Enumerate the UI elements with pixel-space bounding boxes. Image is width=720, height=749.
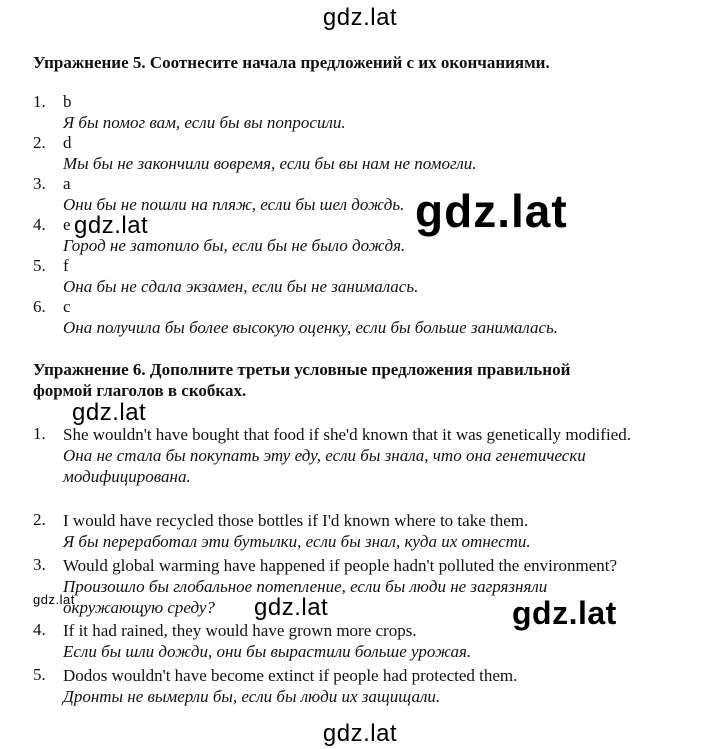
watermark-top: gdz.lat	[322, 4, 398, 31]
item-answer: c	[63, 297, 71, 316]
item-number: 4.	[33, 620, 46, 639]
item-number: 3.	[33, 174, 46, 193]
item-number: 2.	[33, 133, 46, 152]
list-item	[33, 424, 683, 510]
item-answer: f	[63, 256, 69, 275]
item-number: 6.	[33, 297, 46, 316]
item-number: 5.	[33, 665, 46, 684]
item-answer: e	[63, 215, 71, 234]
item-translation: Я бы переработал эти бутылки, если бы знал, куда их отнести.	[63, 532, 531, 551]
item-english: If it had rained, they would have grown more crops.	[63, 621, 417, 640]
item-translation: Дронты не вымерли бы, если бы люди их защищали.	[63, 687, 441, 706]
item-answer: a	[63, 174, 71, 193]
list-item	[33, 510, 683, 555]
watermark-mid-2: gdz.lat	[72, 399, 147, 426]
exercise6-list	[33, 424, 683, 707]
item-translation: Они бы не пошли на пляж, если бы шел дождь.	[63, 195, 405, 214]
item-number: 1.	[33, 92, 46, 111]
list-item	[33, 665, 683, 707]
item-translation: Она получила бы более высокую оценку, если бы больше занималась.	[63, 318, 559, 337]
item-translation: Мы бы не закончили вовремя, если бы вы нам не помогли.	[63, 154, 477, 173]
item-number: 1.	[33, 424, 46, 443]
item-answer: d	[63, 133, 72, 152]
item-translation: Город не затопило бы, если бы не было дождя.	[63, 236, 406, 255]
exercise5-heading: Упражнение 5. Соотнесите начала предложений с их окончаниями.	[33, 53, 550, 72]
watermark-mid-1: gdz.lat	[74, 212, 149, 239]
item-translation: Она бы не сдала экзамен, если бы не занималась.	[63, 277, 419, 296]
item-translation: Если бы шли дожди, они бы вырастили больше урожая.	[63, 642, 472, 661]
exercise6-heading: Упражнение 6. Дополните третьи условные предложения правильной формой глаголов в скобках.	[33, 360, 571, 400]
watermark-small: gdz.lat	[33, 592, 75, 607]
item-english: Would global warming have happened if people hadn't polluted the environment?	[63, 556, 618, 575]
watermark-mid-3: gdz.lat	[254, 594, 329, 621]
item-translation: Я бы помог вам, если бы вы попросили.	[63, 113, 346, 132]
item-translation: Она не стала бы покупать эту еду, если бы знала, что она генетически модифицирована.	[63, 446, 586, 486]
watermark-bottom: gdz.lat	[322, 720, 398, 747]
item-number: 2.	[33, 510, 46, 529]
item-english: She wouldn't have bought that food if she'd known that it was genetically modified.	[63, 425, 631, 444]
item-number: 4.	[33, 215, 46, 234]
item-translation: Произошло бы глобальное потепление, если бы люди не загрязняли окружающую среду?	[63, 577, 548, 617]
item-number: 3.	[33, 555, 46, 574]
watermark-large-2: gdz.lat	[512, 595, 617, 631]
item-answer: b	[63, 92, 72, 111]
watermark-large: gdz.lat	[415, 185, 568, 237]
item-english: Dodos wouldn't have become extinct if people had protected them.	[63, 666, 518, 685]
item-number: 5.	[33, 256, 46, 275]
item-english: I would have recycled those bottles if I'd known where to take them.	[63, 511, 529, 530]
